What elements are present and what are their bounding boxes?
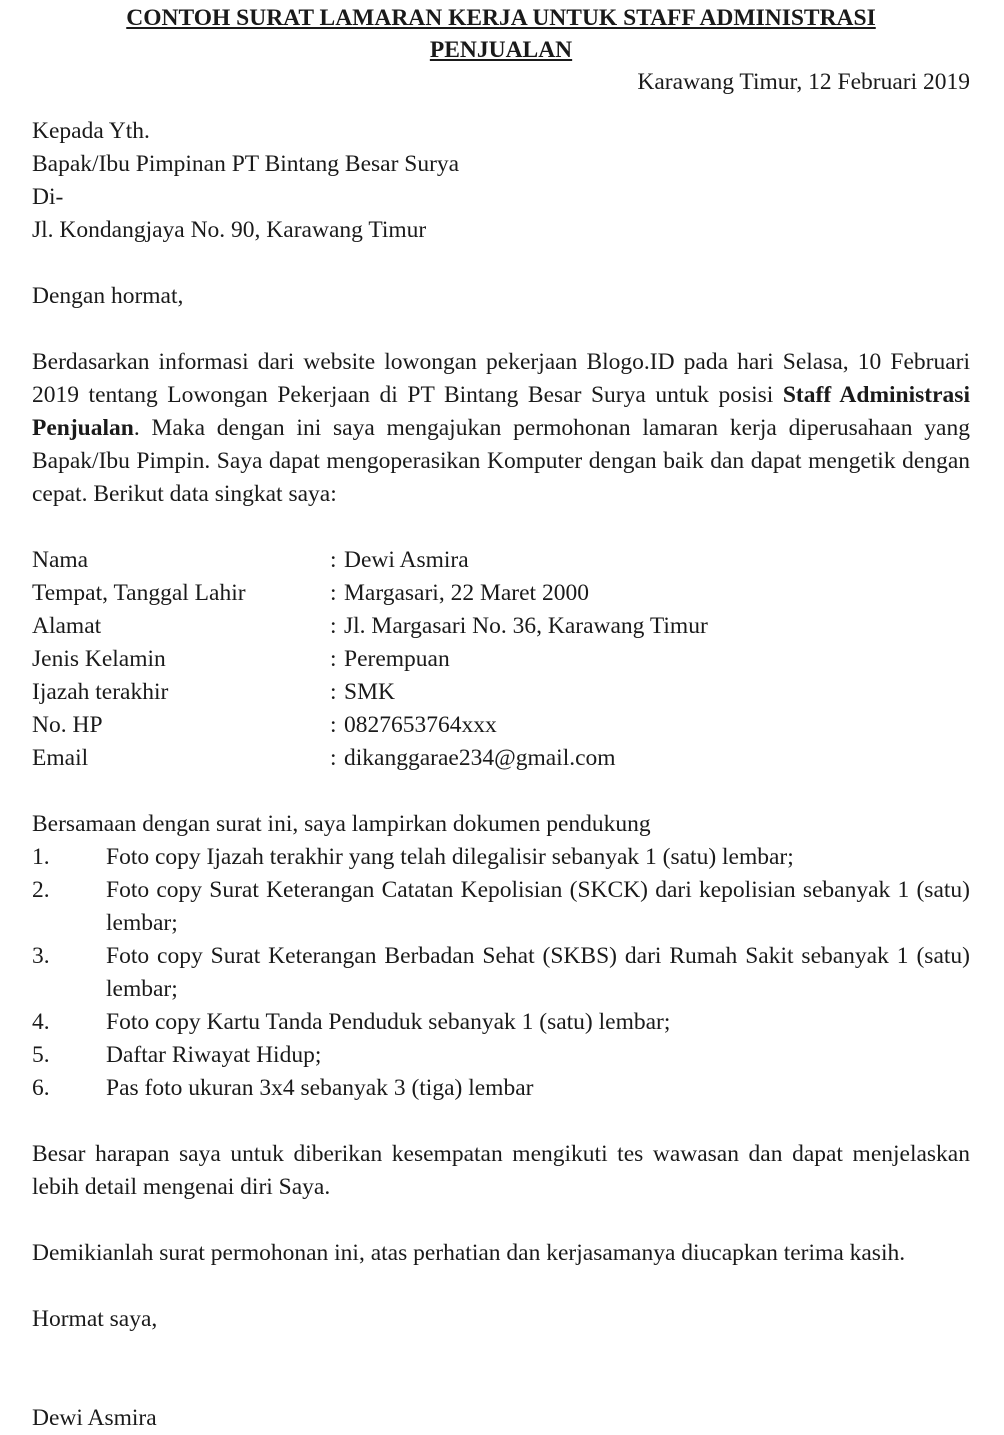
personal-data-label: Tempat, Tanggal Lahir: [32, 580, 246, 606]
personal-data-separator: :: [330, 745, 337, 771]
intro-text-2: . Maka dengan ini saya mengajukan permohonan lamaran kerja diperusahaan yang Bapak/Ibu Pimpin. Saya dapat mengoperasikan Komputer dengan baik dan dapat mengetik dengan cepat. Berikut data singkat saya:: [32, 415, 970, 507]
personal-data-row: [32, 676, 970, 709]
list-item-text: Foto copy Ijazah terakhir yang telah dilegalisir sebanyak 1 (satu) lembar;: [106, 844, 794, 870]
intro-text-1: Berdasarkan informasi dari website lowongan pekerjaan Blogo.ID pada hari Selasa, 10 Februari 2019 tentang Lowongan Pekerjaan di PT Bintang Besar Surya untuk posisi: [32, 349, 970, 408]
personal-data-label: Jenis Kelamin: [32, 646, 166, 672]
list-item-text: Daftar Riwayat Hidup;: [106, 1042, 322, 1068]
personal-data-row: [32, 742, 970, 775]
list-item: [32, 1006, 970, 1039]
recipient-line: Kepada Yth.: [32, 118, 150, 144]
letter-page: [32, 0, 970, 1435]
personal-data-label: Alamat: [32, 613, 102, 639]
place-date: Karawang Timur, 12 Februari 2019: [637, 69, 970, 95]
letter-title-line-1: CONTOH SURAT LAMARAN KERJA UNTUK STAFF ADMINISTRASI: [126, 5, 876, 31]
personal-data-value: Perempuan: [344, 646, 450, 672]
personal-data-separator: :: [330, 613, 337, 639]
closing-paragraph: Demikianlah surat permohonan ini, atas perhatian dan kerjasamanya diucapkan terima kasih.: [32, 1240, 906, 1266]
list-item-text: Foto copy Kartu Tanda Penduduk sebanyak 1 (satu) lembar;: [106, 1009, 671, 1035]
hope-paragraph: Besar harapan saya untuk diberikan kesempatan mengikuti tes wawasan dan dapat menjelaskan lebih detail mengenai diri Saya.: [32, 1141, 970, 1200]
personal-data-separator: :: [330, 547, 337, 573]
signature-name: Dewi Asmira: [32, 1405, 157, 1431]
list-item-text: Pas foto ukuran 3x4 sebanyak 3 (tiga) lembar: [106, 1075, 534, 1101]
personal-data-value: SMK: [344, 679, 395, 705]
personal-data-row: [32, 610, 970, 643]
personal-data-row: [32, 577, 970, 610]
list-item-number: 5.: [32, 1042, 50, 1068]
regards: Hormat saya,: [32, 1306, 158, 1332]
intro-position-bold: Staff Administrasi Penjualan: [32, 382, 970, 441]
personal-data-value: Margasari, 22 Maret 2000: [344, 580, 589, 606]
personal-data-row: [32, 709, 970, 742]
personal-data-value: Jl. Margasari No. 36, Karawang Timur: [344, 613, 708, 639]
list-item: [32, 940, 970, 1006]
recipient-block: [32, 115, 970, 247]
list-item-text: Foto copy Surat Keterangan Berbadan Sehat (SKBS) dari Rumah Sakit sebanyak 1 (satu) lembar;: [106, 943, 970, 1002]
list-item: [32, 1072, 970, 1105]
personal-data-separator: :: [330, 679, 337, 705]
personal-data-row: [32, 643, 970, 676]
personal-data-value: 0827653764xxx: [344, 712, 497, 738]
personal-data-value: Dewi Asmira: [344, 547, 469, 573]
list-item-number: 3.: [32, 943, 50, 969]
personal-data-label: No. HP: [32, 712, 103, 738]
personal-data-separator: :: [330, 712, 337, 738]
list-item: [32, 874, 970, 940]
recipient-line: Jl. Kondangjaya No. 90, Karawang Timur: [32, 217, 427, 243]
personal-data-table: [32, 544, 970, 775]
personal-data-label: Nama: [32, 547, 89, 573]
attachments-list: [32, 841, 970, 1105]
letter-title-line-2: PENJUALAN: [429, 37, 573, 63]
list-item-number: 1.: [32, 844, 50, 870]
intro-paragraph: [32, 346, 970, 511]
personal-data-row: [32, 544, 970, 577]
recipient-line: Di-: [32, 184, 64, 210]
attachments-intro: Bersamaan dengan surat ini, saya lampirkan dokumen pendukung: [32, 811, 651, 837]
recipient-line: Bapak/Ibu Pimpinan PT Bintang Besar Surya: [32, 151, 460, 177]
list-item: [32, 841, 970, 874]
list-item-text: Foto copy Surat Keterangan Catatan Kepolisian (SKCK) dari kepolisian sebanyak 1 (satu) lembar;: [106, 877, 970, 936]
list-item-number: 4.: [32, 1009, 50, 1035]
list-item-number: 6.: [32, 1075, 50, 1101]
list-item: [32, 1039, 970, 1072]
greeting: Dengan hormat,: [32, 283, 184, 309]
personal-data-value: dikanggarae234@gmail.com: [344, 745, 616, 771]
personal-data-separator: :: [330, 646, 337, 672]
personal-data-separator: :: [330, 580, 337, 606]
personal-data-label: Ijazah terakhir: [32, 679, 169, 705]
letter-title: [32, 2, 970, 66]
personal-data-label: Email: [32, 745, 89, 771]
list-item-number: 2.: [32, 877, 50, 903]
